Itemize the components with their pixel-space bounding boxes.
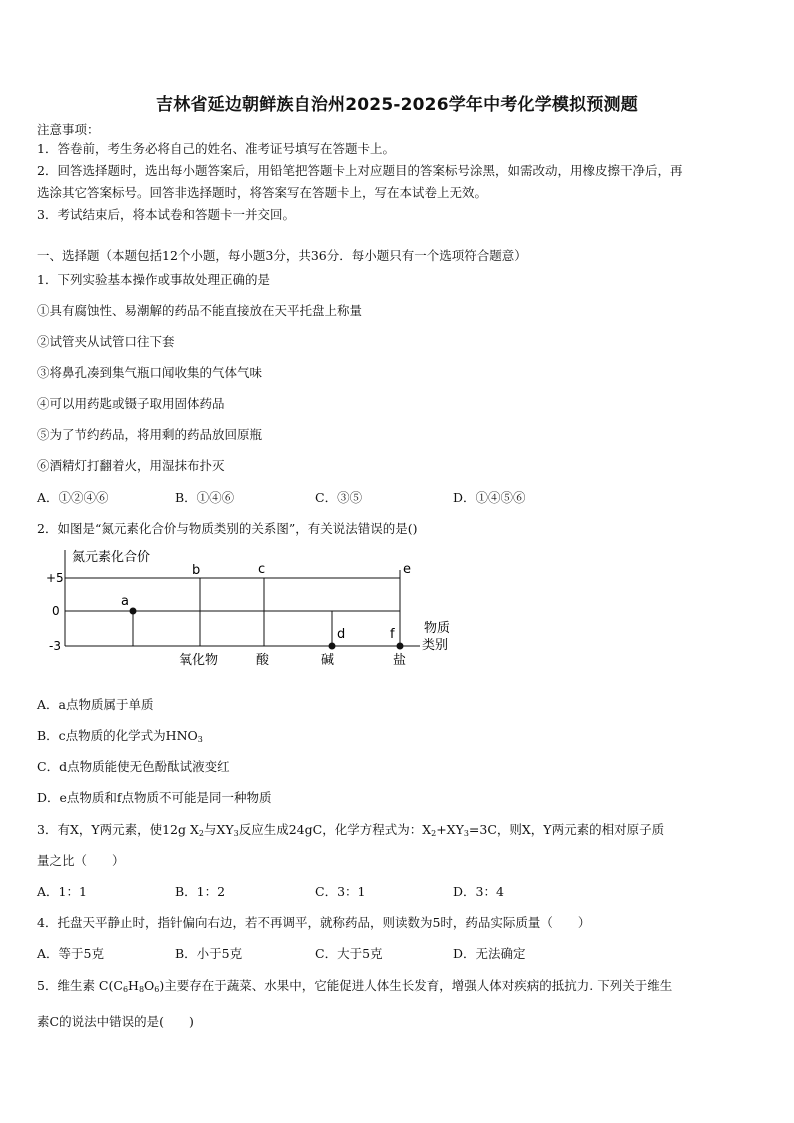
x-axis-title-line1: 物质 — [424, 621, 451, 636]
q1-statement: ⑤为了节约药品，将用剩的药品放回原瓶 — [37, 427, 263, 442]
q3-option-b: B．1：2 — [175, 884, 226, 899]
q3-text: 反应生成24gC，化学方程式为：X — [238, 822, 432, 837]
subscript: 6 — [154, 985, 160, 994]
point-label-a: a — [121, 594, 129, 609]
q3-text: 与XY — [203, 822, 234, 837]
page-title: 吉林省延边朝鲜族自治州2025-2026学年中考化学模拟预测题 — [156, 95, 638, 115]
category-label: 碱 — [321, 653, 335, 668]
category-label: 盐 — [393, 653, 407, 668]
category-label: 氧化物 — [179, 653, 219, 668]
point-a — [130, 608, 137, 615]
q1-statement: ①具有腐蚀性、易潮解的药品不能直接放在天平托盘上称量 — [37, 303, 363, 318]
point-f — [397, 643, 404, 650]
x-axis-title-line2: 类别 — [422, 638, 449, 653]
section-heading: 一、选择题（本题包括12个小题，每小题3分，共36分．每小题只有一个选项符合题意） — [37, 248, 527, 263]
q1-option-d: D．①④⑤⑥ — [453, 490, 526, 505]
q1-statement: ⑥酒精灯打翻着火，用湿抹布扑灭 — [37, 458, 225, 473]
nitrogen-valence-chart — [40, 545, 470, 675]
q3-text: 3．有X，Y两元素，使12g X — [37, 822, 199, 837]
q2-option-d: D．e点物质和f点物质不可能是同一种物质 — [37, 790, 272, 805]
q3-option-a: A．1：1 — [37, 884, 87, 899]
q2-option-b-text: B．c点物质的化学式为HNO — [37, 728, 198, 743]
category-label: 酸 — [256, 653, 270, 668]
tick-label: +5 — [46, 571, 64, 585]
q3-option-d: D．3：4 — [453, 884, 504, 899]
point-label-c: c — [258, 562, 266, 577]
point-label-b: b — [192, 563, 201, 578]
q1-statement: ②试管夹从试管口往下套 — [37, 334, 175, 349]
q3-option-c: C．3：1 — [315, 884, 366, 899]
q1-option-a: A．①②④⑥ — [37, 490, 109, 505]
point-label-d: d — [337, 627, 346, 642]
q2-option-b — [37, 728, 203, 744]
q1-stem: 1．下列实验基本操作或事故处理正确的是 — [37, 272, 270, 287]
q1-statement: ④可以用药匙或镊子取用固体药品 — [37, 396, 225, 411]
q2-stem: 2．如图是“氮元素化合价与物质类别的关系图”，有关说法错误的是() — [37, 521, 418, 536]
subscript: 8 — [138, 985, 145, 994]
q2-option-c: C．d点物质能使无色酚酞试液变红 — [37, 759, 230, 774]
q4-option-c: C．大于5克 — [315, 946, 383, 961]
notice-item: 2．回答选择题时，选出每小题答案后，用铅笔把答题卡上对应题目的答案标号涂黑，如需改动，用橡皮擦干净后，再 — [37, 163, 683, 178]
subscript: 6 — [122, 985, 129, 994]
q5-text: O — [144, 978, 155, 993]
point-label-f: f — [390, 627, 395, 642]
q5-text: 5．维生素 C(C — [37, 978, 123, 993]
subscript: 2 — [198, 829, 204, 838]
q5-text: )主要存在于蔬菜、水果中，它能促进人体生长发育，增强人体对疾病的抵抗力. 下列关于维生 — [159, 978, 673, 993]
tick-label: 0 — [52, 604, 60, 618]
subscript: 3 — [463, 829, 469, 838]
q4-option-b: B．小于5克 — [175, 946, 243, 961]
q5-text: H — [128, 978, 139, 993]
y-axis-title: 氮元素化合价 — [72, 550, 151, 565]
q2-option-a: A．a点物质属于单质 — [37, 697, 154, 712]
q3-text: =3C，则X，Y两元素的相对原子质 — [468, 822, 665, 837]
q4-option-a: A．等于5克 — [37, 946, 104, 961]
q3-text: +XY — [436, 822, 464, 837]
point-d — [329, 643, 336, 650]
q4-stem: 4．托盘天平静止时，指针偏向右边，若不再调平，就称药品，则读数为5时，药品实际质量（ ） — [37, 915, 591, 930]
q3-stem — [37, 822, 664, 838]
notice-item: 1．答卷前，考生务必将自己的姓名、准考证号填写在答题卡上。 — [37, 141, 395, 156]
notice-heading: 注意事项： — [37, 122, 100, 137]
point-label-e: e — [403, 562, 411, 577]
q1-statement: ③将鼻孔凑到集气瓶口闻收集的气体气味 — [37, 365, 263, 380]
q4-option-d: D．无法确定 — [453, 946, 526, 961]
subscript: 3 — [233, 829, 239, 838]
q1-option-c: C．③⑤ — [315, 490, 363, 505]
q1-option-b: B．①④⑥ — [175, 490, 235, 505]
q5-stem — [37, 978, 672, 994]
q3-stem-line2: 量之比（ ） — [37, 853, 125, 868]
tick-label: -3 — [49, 639, 61, 653]
notice-item: 选涂其它答案标号。回答非选择题时，将答案写在答题卡上，写在本试卷上无效。 — [37, 185, 488, 200]
q5-stem-line2: 素C的说法中错误的是( ) — [37, 1014, 194, 1029]
notice-item: 3．考试结束后，将本试卷和答题卡一并交回。 — [37, 207, 295, 222]
subscript: 2 — [431, 829, 437, 838]
subscript: 3 — [197, 735, 203, 744]
